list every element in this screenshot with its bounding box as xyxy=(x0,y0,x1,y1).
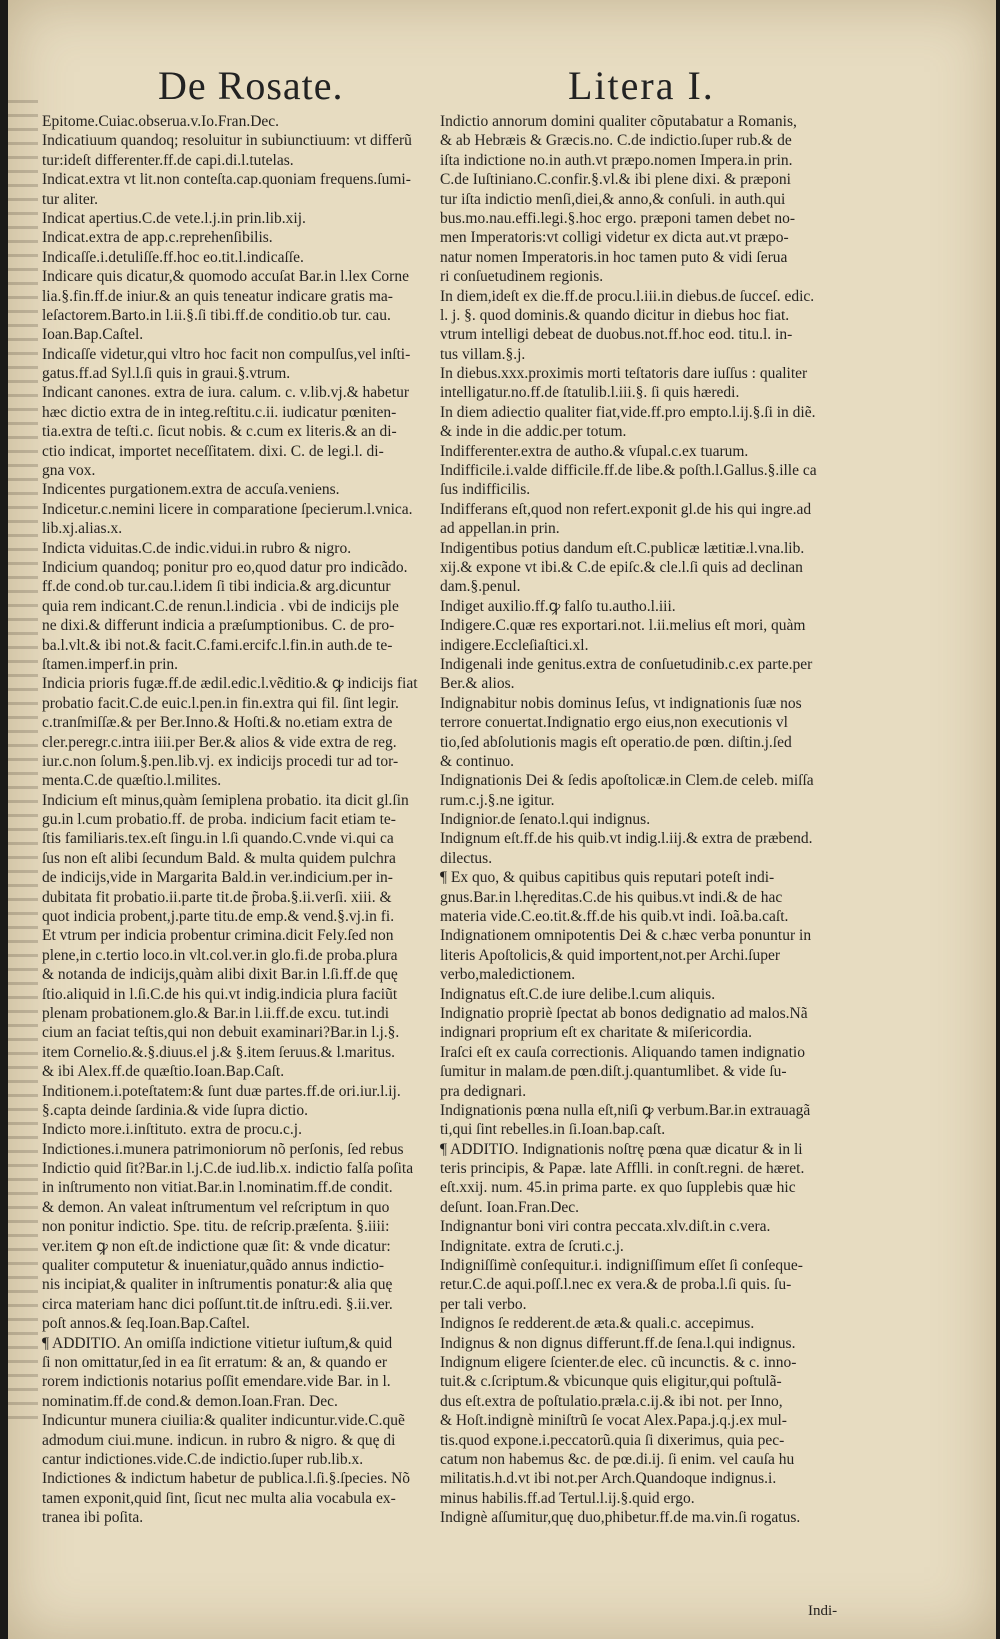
text-line: lia.§.fin.ff.de iniur.& an quis teneatur indicare gratis ma- xyxy=(42,287,393,305)
text-line: Indicuntur munera ciuilia:& qualiter indicuntur.vide.C.quẽ xyxy=(42,1412,405,1430)
text-line: Indignos ſe redderent.de æta.& quali.c. accepimus. xyxy=(440,1315,755,1333)
text-line: lib.xj.alias.x. xyxy=(42,520,123,538)
text-line: pra dedignari. xyxy=(440,1082,527,1100)
text-line: Epitome.Cuiac.obserua.v.Io.Fran.Dec. xyxy=(42,113,280,130)
text-line: Indictio annorum domini qualiter cõputabatur a Romanis, xyxy=(440,113,797,130)
text-line: Indignum eſt.ff.de his quib.vt indig.l.iij.& extra de præbend. xyxy=(440,830,813,848)
text-line: Et vtrum per indicia probentur crimina.dicit Fely.ſed non xyxy=(42,927,394,945)
text-line: c.tranſmiſſæ.& per Ber.Inno.& Hoſti.& no.etiam extra de xyxy=(42,714,393,732)
left-column xyxy=(42,112,452,1528)
text-line: ad appellan.in prin. xyxy=(440,520,560,538)
text-line: tur iſta indictio menſi,diei,& anno,& conſuli. in auth.qui xyxy=(440,190,786,208)
text-line: Indignus & non dignus differunt.ff.de ſena.l.qui indignus. xyxy=(440,1334,796,1352)
text-line: deſunt. Ioan.Fran.Dec. xyxy=(440,1198,580,1216)
text-line: Indifficile.i.valde difficile.ff.de libe.& poſth.l.Gallus.§.ille ca xyxy=(440,462,817,480)
text-line: Indicetur.c.nemini licere in comparatione ſpecierum.l.vnica. xyxy=(42,500,413,518)
text-line: gnus.Bar.in l.hęreditas.C.de his quibus.vt indi.& de hac xyxy=(440,888,783,906)
text-line: eſt.xxij. num. 45.in prima parte. ex quo ſupplebis quæ hic xyxy=(440,1179,796,1197)
text-line: retur.C.de aqui.poſſ.l.nec ex vera.& de proba.l.ſi quis. ſu- xyxy=(440,1276,792,1294)
text-line: tia.extra de teſti.c. ſicut nobis. & c.cum ex literis.& an di- xyxy=(42,423,397,441)
text-line: Indignantur boni viri contra peccata.xlv.diſt.in c.vera. xyxy=(440,1218,771,1236)
text-line: Indicia prioris fugæ.ff.de ædil.edic.l.vẽditio.& ꝙ indicijs fiat xyxy=(42,675,418,693)
text-line: indigere.Eccleſiaſtici.xl. xyxy=(440,636,589,654)
text-line: non ponitur indictio. Spe. titu. de reſcrip.præſenta. §.iiii: xyxy=(42,1218,390,1236)
text-line: de indicijs,vide in Margarita Bald.in ver.indicium.per in- xyxy=(42,869,393,887)
text-line: ſtis familiaris.tex.eſt ſingu.in l.ſi quando.C.vnde vi.qui ca xyxy=(42,830,394,848)
text-line: ſtio.aliquid in l.ſi.C.de his qui.vt indig.indicia plura faciũt xyxy=(42,985,398,1003)
adjacent-page-edge xyxy=(8,100,38,1420)
text-line: xij.& expone vt ibi.& C.de epiſc.& cle.l.ſi quis ad declinan xyxy=(440,558,803,576)
text-line: ſus non eſt alibi ſecundum Bald. & multa quidem pulchra xyxy=(42,849,396,867)
text-line: dilectus. xyxy=(440,849,493,867)
text-line: Indignationis Dei & ſedis apoſtolicæ.in Clem.de celeb. miſſa xyxy=(440,772,814,790)
text-line: & notanda de indicijs,quàm alibi dixit Bar.in l.ſi.ff.de quę xyxy=(42,966,398,984)
text-line: tio,ſed abſolutionis magis eſt operatio.de pœn. diſtin.j.ſed xyxy=(440,733,792,751)
text-line: ¶ ADDITIO. An omiſſa indictione vitietur iuſtum,& quid xyxy=(42,1334,393,1352)
text-line: Indigere.C.quæ res exportari.not. l.ii.melius eſt mori, quàm xyxy=(440,617,806,635)
text-line: Indicta viduitas.C.de indic.vidui.in rubro & nigro. xyxy=(42,539,352,557)
text-line: Indictiones.i.munera patrimoniorum nõ perſonis, ſed rebus xyxy=(42,1140,404,1158)
text-line: tur aliter. xyxy=(42,190,98,208)
text-line: ¶ ADDITIO. Indignationis noſtrę pœna quæ dicatur & in li xyxy=(440,1140,803,1158)
text-line: Indigentibus potius dandum eſt.C.publicæ lætitiæ.l.vna.lib. xyxy=(440,539,805,557)
text-line: quot indicia probent,j.parte titu.de emp.& vend.§.vj.in fi. xyxy=(42,908,395,926)
text-line: materia vide.C.eo.tit.&.ff.de his quib.vt indi. Ioã.ba.caſt. xyxy=(440,908,789,926)
text-line: Indigenali inde genitus.extra de conſuetudinib.c.ex parte.per xyxy=(440,655,813,673)
text-line: tamen exponit,quid ſint, ſicut nec multa alia vocabula ex- xyxy=(42,1489,396,1507)
text-line: ff.de cond.ob tur.cau.l.idem ſi tibi indicia.& arg.dicuntur xyxy=(42,578,391,596)
text-line: ctio indicat, importet neceſſitatem. dixi. C. de legi.l. di- xyxy=(42,442,384,460)
text-line: literis Apoſtolicis,& quid importent,not.per Archi.ſuper xyxy=(440,946,781,964)
text-line: gna vox. xyxy=(42,462,96,480)
text-line: Indicentes purgationem.extra de accuſa.veniens. xyxy=(42,481,340,499)
text-line: Indicant canones. extra de iura. calum. c. v.lib.vj.& habetur xyxy=(42,384,409,402)
text-line: probatio facit.C.de euic.l.pen.in fin.extra qui fil. ſint legir. xyxy=(42,694,399,712)
text-line: quia rem indicant.C.de renun.l.indicia . vbi de indicijs ple xyxy=(42,597,399,615)
text-line: Ber.& alios. xyxy=(440,675,515,693)
text-line: Indiget auxilio.ff.ꝙ falſo tu.autho.l.iii. xyxy=(440,597,676,615)
text-line: militatis.h.d.vt ibi not.per Arch.Quandoque indignus.i. xyxy=(440,1470,777,1488)
text-line: Indicare quis dicatur,& quomodo accuſat Bar.in l.lex Corne xyxy=(42,268,409,286)
right-column xyxy=(440,112,860,1528)
text-line: verbo,maledictionem. xyxy=(440,966,576,984)
text-line: Indicat apertius.C.de vete.l.j.in prin.lib.xij. xyxy=(42,209,306,227)
text-line: tis.quod expone.i.peccatorũ.quia ſi dixerimus, quia pec- xyxy=(440,1431,785,1449)
text-line: teris principis, & Papæ. late Afflli. in conſt.regni. de hæret. xyxy=(440,1160,805,1178)
text-line: dubitata fit probatio.ii.parte tit.de p̃roba.§.ii.verſi. xiii. & xyxy=(42,888,392,906)
text-line: & inde in die addic.per totum. xyxy=(440,423,627,441)
text-line: leſactorem.Barto.in l.ii.§.ſi tibi.ff.de conditio.ob tur. cau. xyxy=(42,306,391,324)
text-line: Indignatus eſt.C.de iure delibe.l.cum aliquis. xyxy=(440,985,716,1003)
text-line: Indicto more.i.inſtituto. extra de procu.c.j. xyxy=(42,1121,302,1139)
text-line: gatus.ff.ad Syl.l.ſi quis in graui.§.vtrum. xyxy=(42,365,291,383)
running-head-left: De Rosate. xyxy=(158,63,344,108)
text-line: terrore conuertat.Indignatio ergo eius,non executionis vl xyxy=(440,714,788,732)
text-line: Indignum eligere ſcienter.de elec. cũ incunctis. & c. inno- xyxy=(440,1354,797,1371)
text-line: tranea ibi poſita. xyxy=(42,1509,144,1527)
text-line: Indifferans eſt,quod non refert.exponit gl.de his qui ingre.ad xyxy=(440,500,812,518)
text-line: ti,qui ſint rebelles.in ſi.Ioan.bap.caſt. xyxy=(440,1121,666,1139)
text-line: Iraſci eſt ex cauſa correctionis. Aliquando tamen indignatio xyxy=(440,1043,805,1061)
text-line: Indictiones & indictum habetur de publica.l.ſi.§.ſpecies. Nõ xyxy=(42,1470,411,1488)
text-line: ba.l.vlt.& ibi not.& facit.C.fami.ercifc.l.fin.in auth.de te- xyxy=(42,636,393,654)
text-line: rorem indictionis notarius poſſit emendare.vide Bar. in l. xyxy=(42,1373,391,1391)
text-line: & continuo. xyxy=(440,752,515,770)
text-line: Indifferenter.extra de autho.& vſupal.c.ex tuarum. xyxy=(440,442,749,460)
catchword: Indi- xyxy=(808,1603,838,1619)
text-line: In diebus.xxx.proximis morti teſtatoris dare iuſſus : qualiter xyxy=(440,365,808,383)
text-line: per tali verbo. xyxy=(440,1295,527,1313)
text-line: Indignationis pœna nulla eſt,niſi ꝙ verbum.Bar.in extrauagã xyxy=(440,1101,811,1119)
text-line: plenam probationem.glo.& Bar.in l.ii.ff.de excu. tut.indi xyxy=(42,1004,390,1022)
text-line: Indignatio propriè ſpectat ab bonos dedignatio ad malos.Nã xyxy=(440,1004,808,1022)
book-page xyxy=(8,0,996,1639)
text-line: indignari proprium eſt ex charitate & miſericordia. xyxy=(440,1024,753,1042)
text-line: ſi non omittatur,ſed in ea ſit erratum: & an, & quando er xyxy=(42,1354,388,1371)
text-line: Indicium quandoq; ponitur pro eo,quod datur pro indicãdo. xyxy=(42,558,408,576)
text-line: men Imperatoris:vt colligi videtur ex dicta aut.vt præpo- xyxy=(440,229,789,247)
text-line: nis incipiat,& qualiter in inſtrumentis ponatur:& alia quę xyxy=(42,1276,393,1294)
text-line: item Cornelio.&.§.diuus.el j.& §.item ſeruus.& l.maritus. xyxy=(42,1043,396,1061)
text-line: Indicaſſe videtur,qui vltro hoc facit non compulſus,vel inſti- xyxy=(42,345,411,363)
text-line: Indignabitur nobis dominus Ieſus, vt indignationis ſuæ nos xyxy=(440,694,802,712)
text-line: plene,in c.tertio loco.in vlt.col.ver.in glo.fi.de proba.plura xyxy=(42,946,398,964)
text-line: dam.§.penul. xyxy=(440,578,521,596)
text-line: menta.C.de quæſtio.l.milites. xyxy=(42,772,222,790)
text-line: ne dixi.& differunt indicia a præſumptionibus. C. de pro- xyxy=(42,617,395,635)
text-line: Indicaſſe.i.detuliſſe.ff.hoc eo.tit.l.indicaſſe. xyxy=(42,248,304,266)
text-line: hæc dictio extra de in integ.reſtitu.c.ii. iudicatur pœniten- xyxy=(42,403,397,421)
text-line: circa materiam hanc dici poſſunt.tit.de inſtru.edi. §.ii.ver. xyxy=(42,1295,393,1313)
text-line: & ibi Alex.ff.de quæſtio.Ioan.Bap.Caſt. xyxy=(42,1063,285,1081)
text-line: & demon. An valeat inſtrumentum vel reſcriptum in quo xyxy=(42,1198,390,1216)
text-line: Indigniſſimè conſequitur.i. indigniſſimum eſſet ſi conſeque- xyxy=(440,1257,803,1275)
text-line: & Hoſt.indignè miniſtrũ ſe vocat Alex.Papa.j.q.j.ex mul- xyxy=(440,1412,787,1430)
text-line: tuit.& c.ſcriptum.& vbicunque quis eligitur,qui poſtulã- xyxy=(440,1373,782,1391)
text-line: Indicat.extra vt lit.non conteſta.cap.quoniam frequens.ſumi- xyxy=(42,171,411,189)
text-line: dus eſt.extra de poſtulatio.præla.c.ij.& ibi not. per Inno, xyxy=(440,1392,783,1410)
text-line: natur nomen Imperatoris.in hoc tamen puto & vidi ſerua xyxy=(440,248,788,266)
text-line: in inſtrumento non vitiat.Bar.in l.nominatim.ff.de condit. xyxy=(42,1179,393,1197)
text-line: ¶ Ex quo, & quibus capitibus quis reputari poteſt indi- xyxy=(440,869,775,887)
text-line: gu.in l.cum probatio.ff. de proba. indicium facit etiam te- xyxy=(42,811,396,829)
text-line: & ab Hebræis & Græcis.no. C.de indictio.ſuper rub.& de xyxy=(440,132,792,150)
text-line: ri conſuetudinem regionis. xyxy=(440,268,604,286)
text-line: C.de Iuſtiniano.C.confir.§.vl.& ibi plene dixi. & præponi xyxy=(440,171,791,189)
text-line: iſta indictione no.in auth.vt præpo.nomen Impera.in prin. xyxy=(440,151,793,169)
text-line: cantur indictiones.vide.C.de indictio.ſuper rub.lib.x. xyxy=(42,1450,364,1468)
text-line: Indignitate. extra de ſcruti.c.j. xyxy=(440,1237,624,1255)
running-head-right: Litera I. xyxy=(568,63,715,108)
text-line: ver.item ꝙ non eſt.de indictione quæ ſit: & vnde dicatur: xyxy=(42,1237,391,1255)
text-line: intelligatur.no.ff.de ſtatulib.l.iii.§. ſi quis hæredi. xyxy=(440,384,740,402)
text-line: l. j. §. quod dominis.& quando dicitur in diebus hoc fiat. xyxy=(440,306,790,324)
text-line: vtrum intelligi debeat de duobus.not.ff.hoc eod. titu.l. in- xyxy=(440,326,793,344)
text-line: poſt annos.& ſeq.Ioan.Bap.Caſtel. xyxy=(42,1315,250,1333)
text-line: cler.peregr.c.intra iiii.per Ber.& alios & vide extra de reg. xyxy=(42,733,397,751)
text-line: §.capta deinde ſardinia.& vide ſupra dictio. xyxy=(42,1101,308,1119)
text-line: Inditionem.i.poteſtatem:& ſunt duæ partes.ff.de ori.iur.l.ij. xyxy=(42,1082,401,1100)
text-line: Indignationem omnipotentis Dei & c.hæc verba ponuntur in xyxy=(440,927,812,945)
text-line: iur.c.non ſolum.§.pen.lib.vj. ex indicijs procedi tur ad tor- xyxy=(42,752,399,770)
text-line: In diem,ideſt ex die.ff.de procu.l.iii.in diebus.de ſucceſ. edic. xyxy=(440,287,815,305)
text-line: tur:ideſt differenter.ff.de capi.di.l.tutelas. xyxy=(42,151,294,169)
text-line: minus habilis.ff.ad Tertul.l.ij.§.quid ergo. xyxy=(440,1489,695,1507)
text-line: ſtamen.imperf.in prin. xyxy=(42,655,179,673)
text-line: rum.c.j.§.ne igitur. xyxy=(440,791,555,809)
text-line: ſus indifficilis. xyxy=(440,481,531,499)
text-line: cium an faciat teſtis,qui non debuit examinari?Bar.in l.j.§. xyxy=(42,1024,400,1042)
text-line: admodum ciui.mune. indicun. in rubro & nigro. & quę di xyxy=(42,1431,396,1449)
text-line: Indictio quid ſit?Bar.in l.j.C.de iud.lib.x. indictio falſa poſita xyxy=(42,1160,414,1178)
text-line: Indicium eſt minus,quàm ſemiplena probatio. ita dicit gl.ſin xyxy=(42,791,409,809)
text-line: Indignè aſſumitur,quę duo,phibetur.ff.de ma.vin.ſi rogatus. xyxy=(440,1509,801,1527)
text-line: In diem adiectio qualiter fiat,vide.ff.pro empto.l.ij.§.ſi in diẽ. xyxy=(440,403,816,421)
text-line: bus.mo.nau.effi.legi.§.hoc ergo. præponi tamen debet no- xyxy=(440,209,795,227)
text-line: nominatim.ff.de cond.& demon.Ioan.Fran. Dec. xyxy=(42,1392,338,1410)
text-line: ſumitur in malam.de pœn.diſt.j.quantumlibet. & vide ſu- xyxy=(440,1063,787,1081)
text-line: catum non habemus &c. de pœ.di.ij. ſi enim. vel cauſa hu xyxy=(440,1450,795,1468)
text-line: Indignior.de ſenato.l.qui indignus. xyxy=(440,811,651,829)
text-line: tus villam.§.j. xyxy=(440,345,526,363)
text-line: qualiter computetur & inueniatur,quãdo annus indictio- xyxy=(42,1257,385,1275)
text-line: Indicatiuum quandoq; resoluitur in subiunctiuum: vt differũ xyxy=(42,132,412,150)
text-line: Indicat.extra de app.c.reprehenſibilis. xyxy=(42,229,273,247)
text-line: Ioan.Bap.Caſtel. xyxy=(42,326,144,344)
